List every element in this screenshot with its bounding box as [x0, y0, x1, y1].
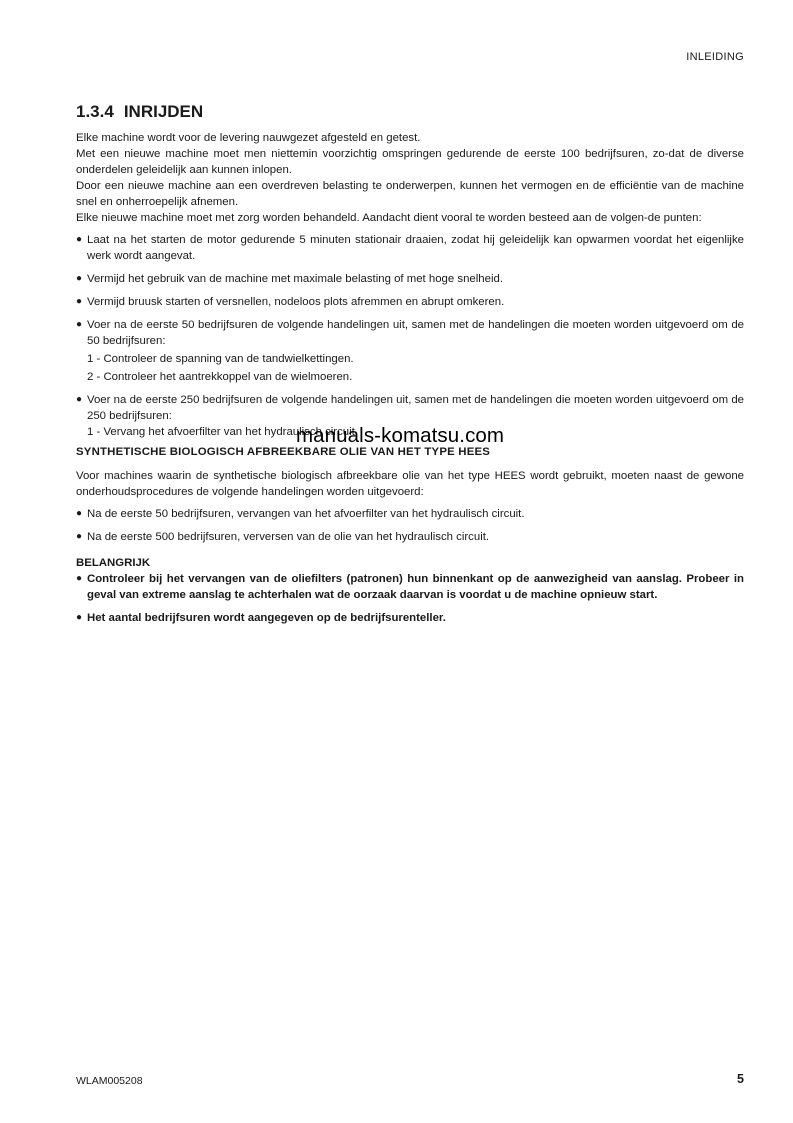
- bullet-icon: ●: [76, 273, 83, 284]
- section-title: [76, 101, 213, 123]
- intro-paragraph: Elke nieuwe machine moet met zorg worden behandeld. Aandacht dient vooral te worden besteed aan de volgen-de punten:: [76, 212, 702, 224]
- section-header: INLEIDING: [686, 51, 744, 63]
- document-code: WLAM005208: [76, 1075, 143, 1087]
- bullet-icon: ●: [76, 394, 83, 405]
- list-item: ● Vermijd bruusk starten of versnellen, nodeloos plots afremmen en abrupt omkeren.: [76, 296, 505, 308]
- intro-paragraph: Met een nieuwe machine moet men niettemin voorzichtig omspringen gedurende de eerste 100 bedrijfsuren, zo-dat de diverse onderdelen geleidelijk aan kunnen inlopen.: [76, 148, 744, 176]
- intro-paragraph: Elke machine wordt voor de levering nauwgezet afgesteld en getest.: [76, 132, 421, 144]
- list-item: ● Controleer bij het vervangen van de oliefilters (patronen) hun binnenkant op de aanwezigheid van aanslag. Probeer in geval van extreme aanslag te achterhalen wat de oorzaak daarvan is voordat u de machine opnieuw start.: [76, 573, 744, 601]
- page-number: 5: [737, 1072, 744, 1086]
- hees-bullet-list: [76, 506, 744, 545]
- list-item: ● Voer na de eerste 50 bedrijfsuren de volgende handelingen uit, samen met de handelingen die moeten worden uitgevoerd om de 50 bedrijfsuren: 1 - Controleer de spanning van de tandwielkettingen. 2 - Controleer het aantrekkoppel van de wielmoeren.: [76, 319, 744, 383]
- section-title-text: INRIJDEN: [123, 102, 204, 121]
- list-item: ● Voer na de eerste 250 bedrijfsuren de volgende handelingen uit, samen met de handelingen die moeten worden uitgevoerd om de 250 bedrijfsuren: 1 - Vervang het afvoerfilter van het hydraulisch circuit.: [76, 394, 744, 438]
- list-item: ● Na de eerste 50 bedrijfsuren, vervangen van het afvoerfilter van het hydraulisch circuit.: [76, 508, 525, 520]
- inrijden-bullet-list: [76, 232, 744, 440]
- list-item: ● Vermijd het gebruik van de machine met maximale belasting of met hoge snelheid.: [76, 273, 503, 285]
- bullet-icon: ●: [76, 612, 83, 623]
- section-number: 1.3.4: [76, 102, 114, 121]
- main-content: [76, 130, 744, 626]
- sub-step: 1 - Controleer de spanning van de tandwielkettingen.: [87, 353, 354, 365]
- note-bullet-list: [76, 571, 744, 626]
- list-item: ● Laat na het starten de motor gedurende 5 minuten stationair draaien, zodat hij geleidelijk kan opwarmen voordat het eigenlijke werk wordt aangevat.: [76, 234, 744, 262]
- bullet-icon: ●: [76, 573, 83, 584]
- bullet-icon: ●: [76, 296, 83, 307]
- sub-step: 2 - Controleer het aantrekkoppel van de wielmoeren.: [87, 371, 353, 383]
- hees-paragraph: Voor machines waarin de synthetische biologisch afbreekbare olie van het type HEES wordt gebruikt, moeten naast de gewone onderhoudsprocedures de volgende handelingen worden uitgevoerd:: [76, 470, 744, 498]
- bullet-icon: ●: [76, 319, 83, 330]
- sub-step: 1 - Vervang het afvoerfilter van het hydraulisch circuit.: [87, 426, 358, 438]
- bullet-icon: ●: [76, 508, 83, 519]
- bullet-icon: ●: [76, 531, 83, 542]
- note-heading: BELANGRIJK: [76, 557, 151, 569]
- bullet-icon: ●: [76, 234, 83, 245]
- list-item: ● Het aantal bedrijfsuren wordt aangegeven op de bedrijfsurenteller.: [76, 612, 446, 624]
- hees-heading: SYNTHETISCHE BIOLOGISCH AFBREEKBARE OLIE VAN HET TYPE HEES: [76, 446, 491, 458]
- intro-paragraph: Door een nieuwe machine aan een overdreven belasting te onderwerpen, kunnen het vermogen en de efficiëntie van de machine snel en onherroepelijk afnemen.: [76, 180, 744, 208]
- list-item: ● Na de eerste 500 bedrijfsuren, verversen van de olie van het hydraulisch circuit.: [76, 531, 490, 543]
- watermark: manuals-komatsu.com: [296, 424, 505, 447]
